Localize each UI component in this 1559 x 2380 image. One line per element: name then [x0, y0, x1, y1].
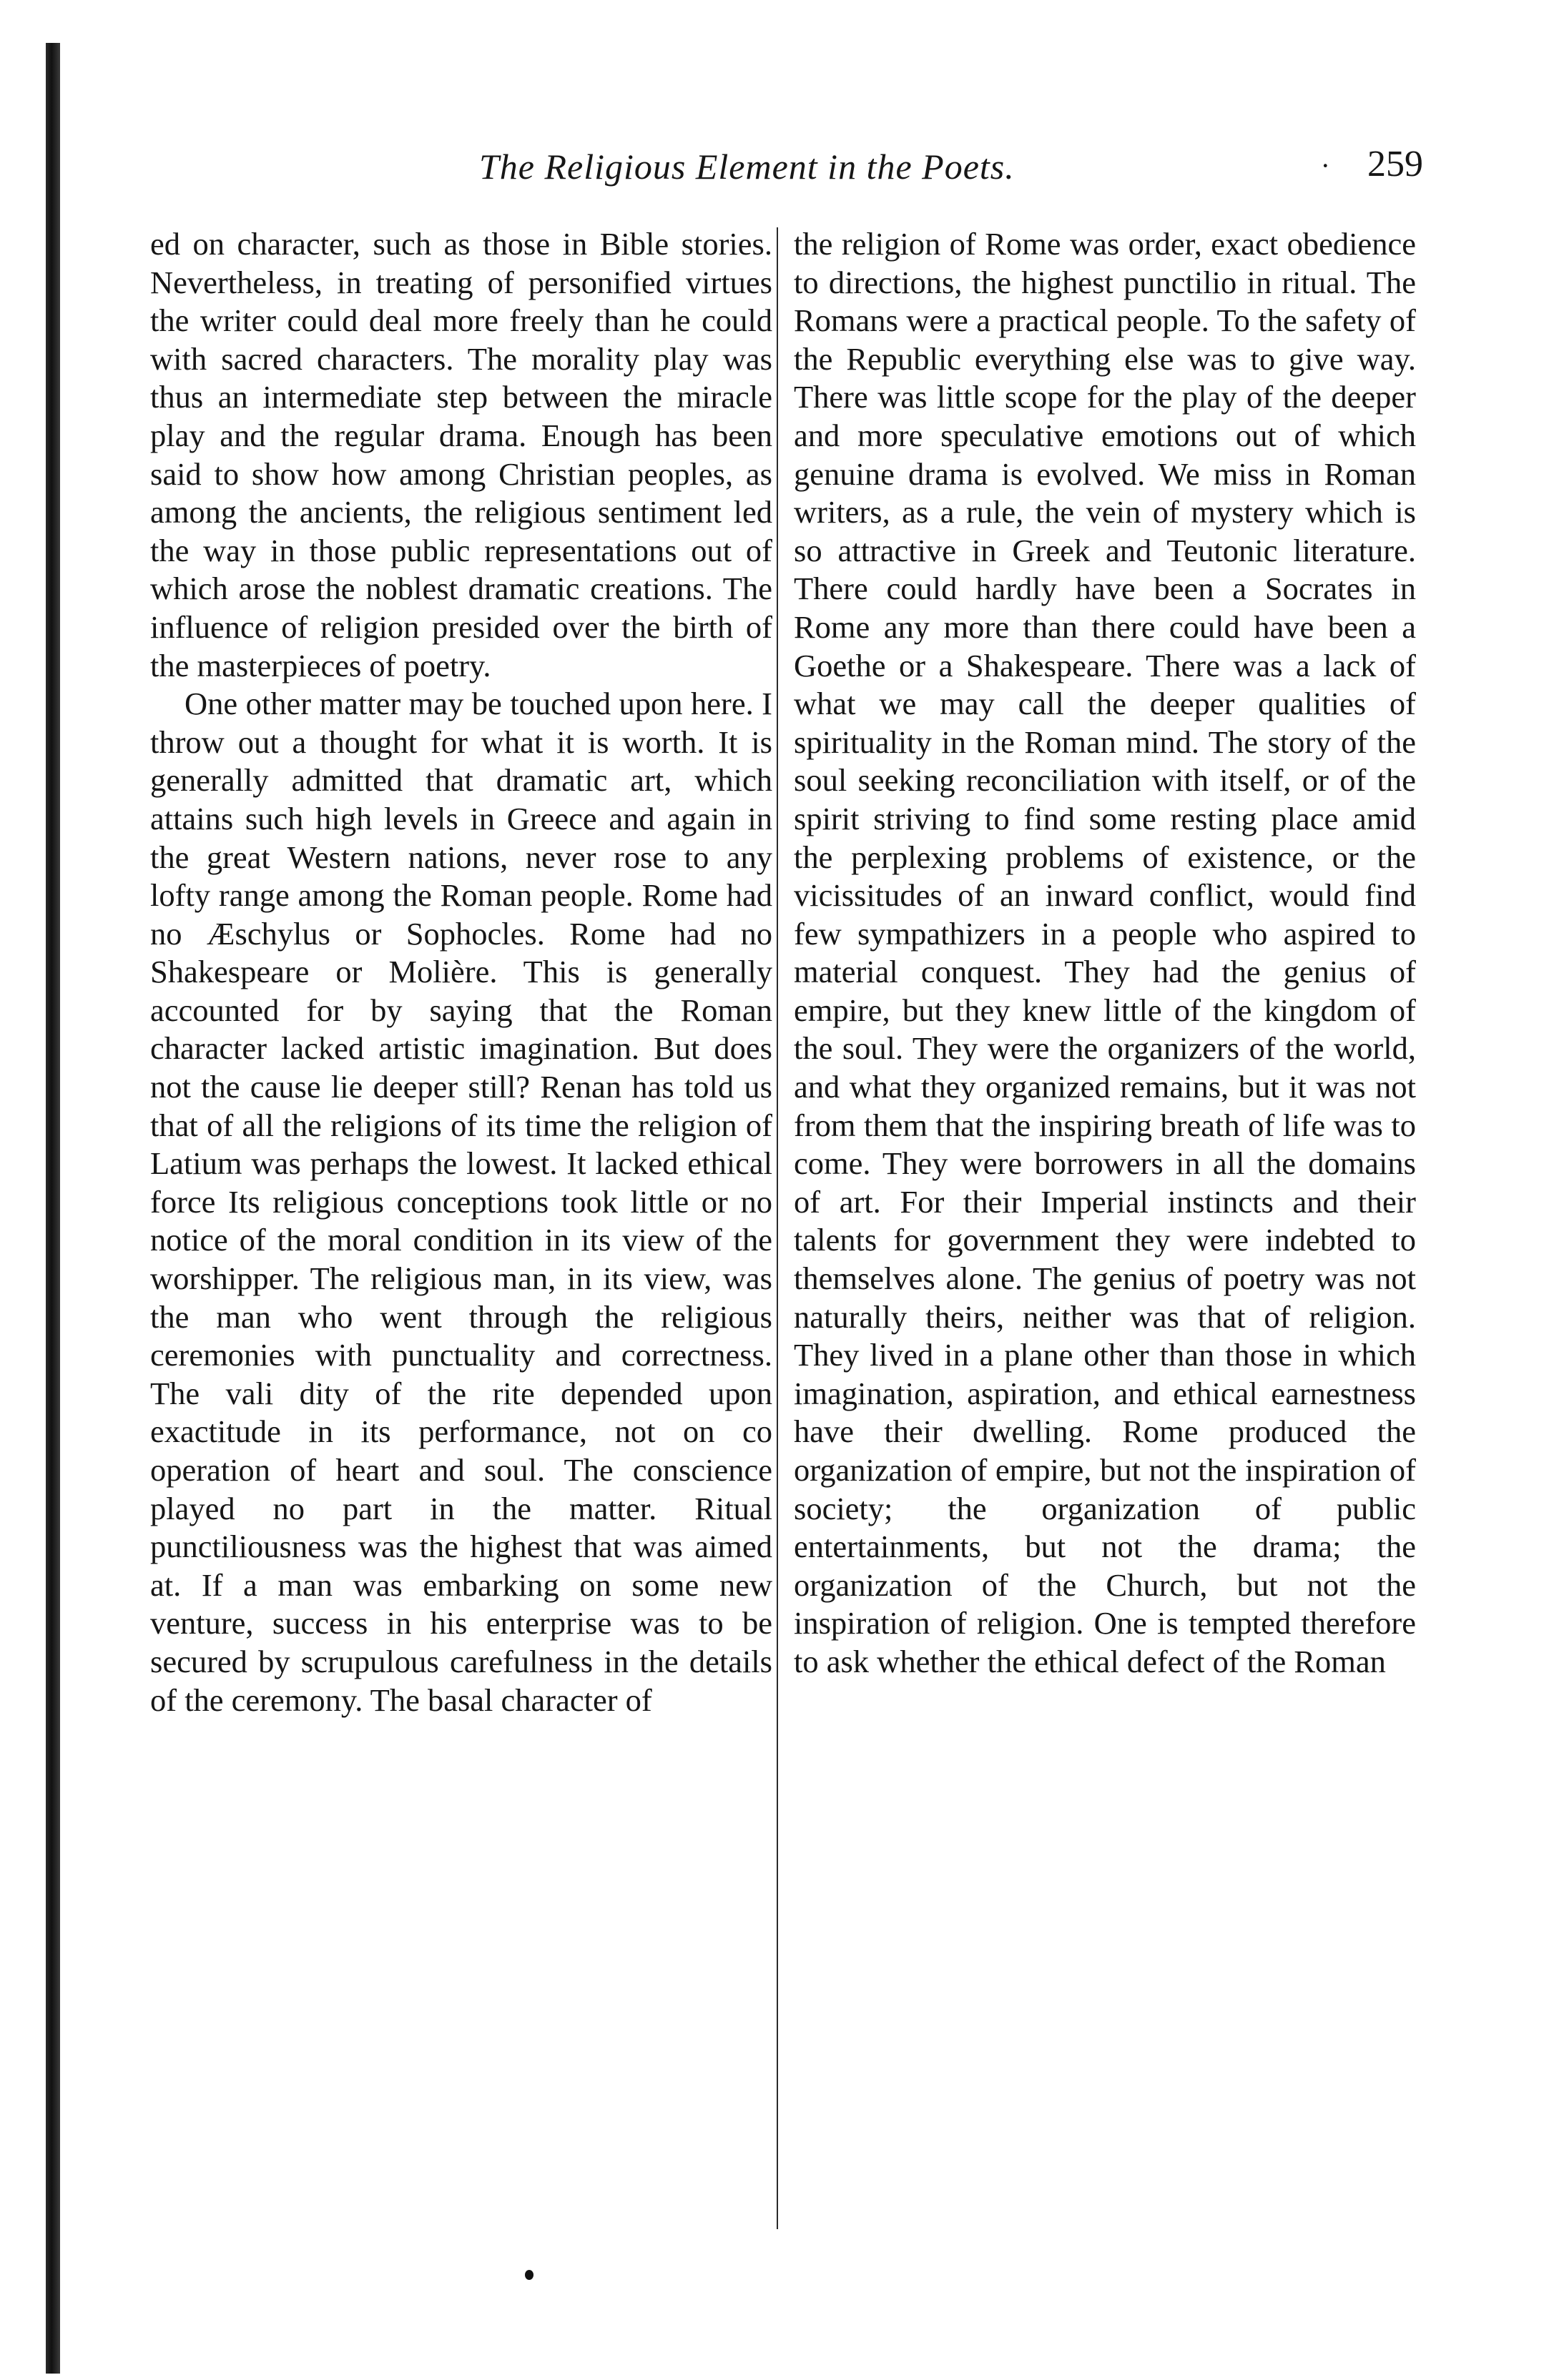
running-title: The Religious Element in the Poets. [479, 147, 1015, 187]
column-divider [777, 227, 778, 2229]
left-column [150, 225, 772, 1719]
paragraph: ed on character, such as those in Bible stories. Nevertheless, in treating of personified virtues the writer could deal more freely than he could with sacred characters. The morality play was thus an intermediate step between the miracle play and the regular drama. Enough has been said to show how among Christian peoples, as among the ancients, the religious sentiment led the way in those public representations out of which arose the noblest dramatic creations. The influence of religion presided over the birth of the masterpieces of poetry. [150, 226, 772, 683]
page-header [150, 143, 1423, 200]
header-mark: · [1320, 149, 1330, 182]
page-number: 259 [1367, 144, 1423, 184]
right-column [794, 225, 1416, 1682]
paragraph: One other matter may be touched upon here. I throw out a thought for what it is worth. It is generally admitted that dramatic art, which attains such high levels in Greece and again in the great Western nations, never rose to any lofty range among the Roman people. Rome had no Æschylus or Sophocles. Rome had no Shakespeare or Molière. This is generally accounted for by saying that the Roman character lacked artistic imagination. But does not the cause lie deeper still? Renan has told us that of all the religions of its time the religion of Latium was perhaps the lowest. It lacked ethical force Its religious conceptions took little or no notice of the moral condition in its view of the worshipper. The religious man, in its view, was the man who went through the religious ceremonies with punctuality and correctness. The vali dity of the rite depended upon exactitude in its performance, not on co operation of heart and soul. The conscience played no part in the matter. Ritual punctiliousness was the highest that was aimed at. If a man was embarking on some new venture, success in his enterprise was to be secured by scrupulous carefulness in the details of the ceremony. The basal character of [150, 686, 772, 1718]
page-binding-edge [46, 43, 60, 2374]
paragraph: the religion of Rome was order, exact obedience to directions, the highest punctilio in ritual. The Romans were a practical people. To the safety of the Republic everything else was to give way. There was little scope for the play of the deeper and more speculative emotions out of which genuine drama is evolved. We miss in Roman writers, as a rule, the vein of mystery which is so attractive in Greek and Teutonic literature. There could hardly have been a Socrates in Rome any more than there could have been a Goethe or a Shakespeare. There was a lack of what we may call the deeper qualities of spirituality in the Roman mind. The story of the soul seeking reconciliation with itself, or of the spirit striving to find some resting place amid the perplexing problems of existence, or the vicissitudes of an inward conflict, would find few sympathizers in a people who aspired to material conquest. They had the genius of empire, but they knew little of the kingdom of the soul. They were the organizers of the world, and what they organized remains, but it was not from them that the inspiring breath of life was to come. They were borrowers in all the domains of art. For their Imperial instincts and their talents for government they were indebted to themselves alone. The genius of poetry was not naturally theirs, neither was that of religion. They lived in a plane other than those in which imagination, aspiration, and ethical earnestness have their dwelling. Rome produced the organization of empire, but not the inspiration of society; the organization of public entertainments, but not the drama; the organization of the Church, but not the inspiration of religion. One is tempted therefore to ask whether the ethical defect of the Roman [794, 226, 1416, 1679]
ink-spot [525, 2270, 533, 2280]
